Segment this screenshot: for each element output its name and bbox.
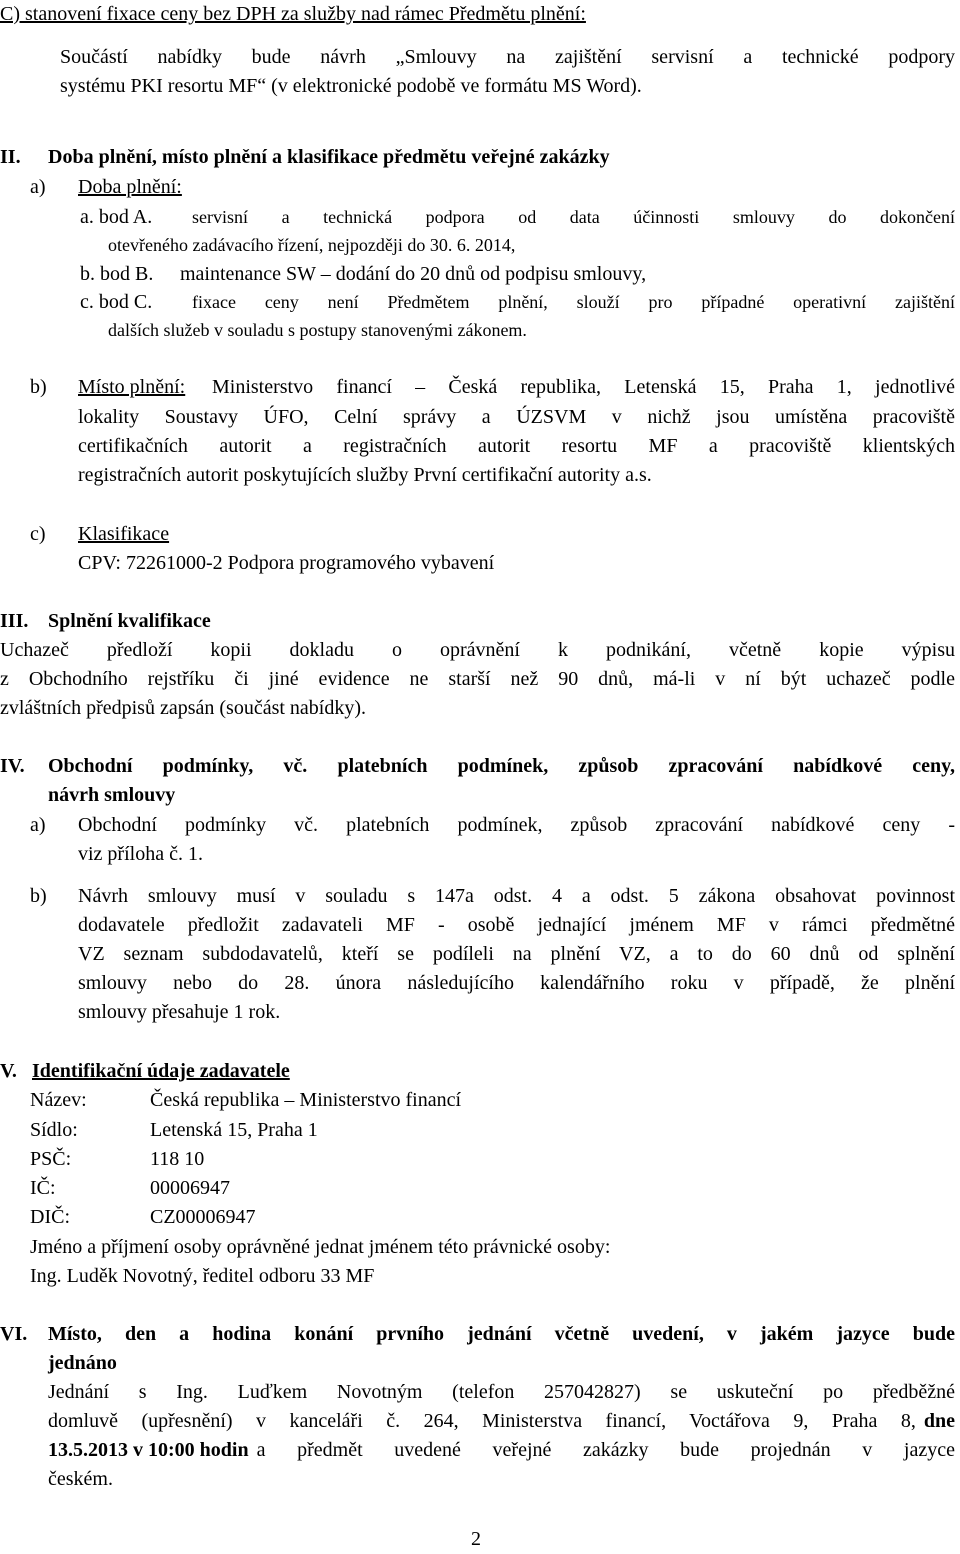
list-item-text: servisní a technická podpora od data účinnosti smlouvy do dokončení <box>192 207 955 227</box>
classification-code: CPV: 72261000-2 Podpora programového vybavení <box>78 552 495 574</box>
subsection-label: c) <box>30 523 46 545</box>
list-item-prefix: a. bod A. <box>80 206 153 228</box>
subsection-label: a) <box>30 814 46 836</box>
paragraph-line: registračních autorit poskytujících služby První certifikační autority a.s. <box>78 464 652 486</box>
subsection-label: b) <box>30 885 47 907</box>
section-number: III. <box>0 610 29 632</box>
section-title: Místo, den a hodina konání prvního jednání včetně uvedení, v jakém jazyce bude <box>48 1323 955 1345</box>
paragraph-text: domluvě (upřesnění) v kanceláři č. 264, Ministerstva financí, Voctářova 9, Praha 8, <box>48 1410 916 1432</box>
person-label: Jméno a příjmení osoby oprávněné jednat jménem této právnické osoby: <box>30 1236 611 1258</box>
section-title: Identifikační údaje zadavatele <box>32 1060 290 1082</box>
section-title: návrh smlouvy <box>48 784 176 806</box>
field-value: CZ00006947 <box>150 1206 256 1228</box>
list-item-text: otevřeného zadávacího řízení, nejpozději do 30. 6. 2014, <box>108 235 516 255</box>
paragraph-text: a předmět uvedené veřejné zakázky bude projednán v jazyce <box>256 1439 955 1461</box>
person-value: Ing. Luděk Novotný, ředitel odboru 33 MF <box>30 1265 375 1287</box>
section-number: II. <box>0 146 21 168</box>
paragraph-line: smlouvy nebo do 28. února následujícího kalendářního roku v případě, že plnění <box>78 972 955 994</box>
field-value: 00006947 <box>150 1177 230 1199</box>
paragraph-line: lokality Soustavy ÚFO, Celní správy a ÚZSVM v nichž jsou umístěna pracoviště <box>78 406 955 428</box>
section-c-heading: C) stanovení fixace ceny bez DPH za služby nad rámec Předmětu plnění: <box>0 3 586 25</box>
section-title: Splnění kvalifikace <box>48 610 211 632</box>
section-number: V. <box>0 1060 17 1082</box>
subsection-label: b) <box>30 376 47 398</box>
subsection-title: Doba plnění: <box>78 176 182 198</box>
meeting-datetime: 13.5.2013 v 10:00 hodin <box>48 1439 249 1461</box>
subsection-label: a) <box>30 176 46 198</box>
paragraph-line: dodavatele předložit zadavateli MF - osobě jednající jménem MF v rámci předmětné <box>78 914 955 936</box>
field-value: Letenská 15, Praha 1 <box>150 1119 318 1141</box>
field-value: Česká republika – Ministerstvo financí <box>150 1089 462 1111</box>
field-label: IČ: <box>30 1177 56 1199</box>
field-label: Název: <box>30 1089 87 1111</box>
list-item-text: dalších služeb v souladu s postupy stanovenými zákonem. <box>108 320 527 340</box>
section-title: jednáno <box>48 1352 117 1374</box>
subsection-title: Klasifikace <box>78 523 170 545</box>
paragraph-line: Návrh smlouvy musí v souladu s 147a odst. 4 a odst. 5 zákona obsahovat povinnost <box>78 885 955 907</box>
list-item-text: fixace ceny není Předmětem plnění, slouží pro případné operativní zajištění <box>192 292 955 312</box>
paragraph-line <box>48 1436 955 1465</box>
field-label: DIČ: <box>30 1206 70 1228</box>
list-item-prefix: c. bod C. <box>80 291 153 313</box>
paragraph-line: českém. <box>48 1468 113 1490</box>
paragraph-line: Jednání s Ing. Luďkem Novotným (telefon 257042827) se uskuteční po předběžné <box>48 1381 955 1403</box>
meeting-date-text: dne <box>923 1410 955 1432</box>
paragraph-line: Ministerstvo financí – Česká republika, Letenská 15, Praha 1, jednotlivé <box>212 376 955 398</box>
paragraph-line: z Obchodního rejstříku či jiné evidence ne starší než 90 dnů, má-li v ní být uchazeč podle <box>0 668 955 690</box>
paragraph-line: zvláštních předpisů zapsán (součást nabídky). <box>0 697 367 719</box>
paragraph-line: Uchazeč předloží kopii dokladu o oprávnění k podnikání, včetně kopie výpisu <box>0 639 955 661</box>
list-item-prefix: b. bod B. <box>80 263 154 285</box>
field-label: PSČ: <box>30 1148 72 1170</box>
section-c-text-line: systému PKI resortu MF“ (v elektronické podobě ve formátu MS Word). <box>60 75 642 97</box>
section-number: VI. <box>0 1323 28 1345</box>
paragraph-line <box>48 1407 955 1436</box>
paragraph-line: certifikačních autorit a registračních autorit resortu MF a pracoviště klientských <box>78 435 955 457</box>
section-title: Obchodní podmínky, vč. platebních podmínek, způsob zpracování nabídkové ceny, <box>48 755 955 777</box>
paragraph-line: smlouvy přesahuje 1 rok. <box>78 1001 281 1023</box>
section-title: Doba plnění, místo plnění a klasifikace předmětu veřejné zakázky <box>48 146 610 168</box>
paragraph-line: VZ seznam subdodavatelů, kteří se podíleli na plnění VZ, a to do 60 dnů od splnění <box>78 943 955 965</box>
page-number: 2 <box>471 1528 481 1550</box>
section-c-text-line: Součástí nabídky bude návrh „Smlouvy na zajištění servisní a technické podpory <box>60 46 955 68</box>
field-label: Sídlo: <box>30 1119 78 1141</box>
paragraph-line: viz příloha č. 1. <box>78 843 203 865</box>
field-value: 118 10 <box>150 1148 205 1170</box>
paragraph-line: Obchodní podmínky vč. platebních podmínek, způsob zpracování nabídkové ceny - <box>78 814 955 836</box>
subsection-title: Místo plnění: <box>78 376 186 398</box>
list-item-text: maintenance SW – dodání do 20 dnů od podpisu smlouvy, <box>180 263 647 285</box>
section-number: IV. <box>0 755 25 777</box>
